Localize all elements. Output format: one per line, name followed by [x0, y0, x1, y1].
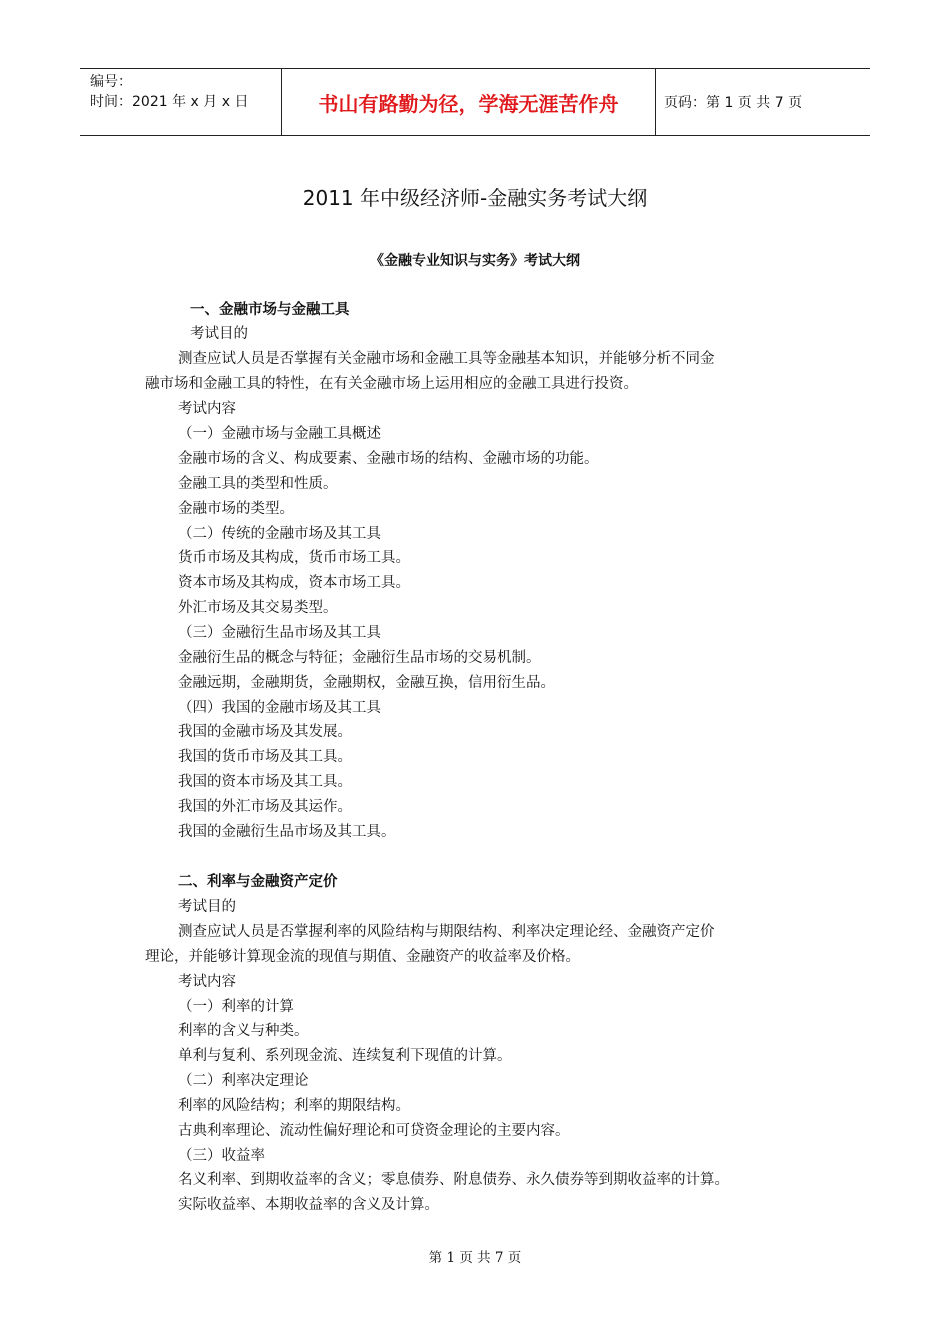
- time-label: 时间：2021 年 x 月 x 日: [90, 94, 249, 110]
- body-line: 金融市场的含义、构成要素、金融市场的结构、金融市场的功能。: [178, 451, 599, 467]
- body-line: 单利与复利、系列现金流、连续复利下现值的计算。: [178, 1048, 512, 1064]
- body-line: 融市场和金融工具的特性，在有关金融市场上运用相应的金融工具进行投资。: [145, 376, 638, 392]
- body-line: 测查应试人员是否掌握利率的风险结构与期限结构、利率决定理论经、金融资产定价: [178, 924, 715, 940]
- body-line: 实际收益率、本期收益率的含义及计算。: [178, 1197, 439, 1213]
- body-line: （三）金融衍生品市场及其工具: [178, 625, 381, 641]
- body-line: 考试目的: [190, 326, 248, 342]
- body-line: 理论，并能够计算现金流的现值与期值、金融资产的收益率及价格。: [145, 949, 580, 965]
- body-line: 测查应试人员是否掌握有关金融市场和金融工具等金融基本知识，并能够分析不同金: [178, 351, 715, 367]
- body-line: （一）金融市场与金融工具概述: [178, 426, 381, 442]
- body-line: 考试内容: [178, 401, 236, 417]
- body-line: （一）利率的计算: [178, 999, 294, 1015]
- header-table: [80, 68, 870, 136]
- body-line: 古典利率理论、流动性偏好理论和可贷资金理论的主要内容。: [178, 1123, 570, 1139]
- body-line: 名义利率、到期收益率的含义；零息债券、附息债券、永久债券等到期收益率的计算。: [178, 1172, 729, 1188]
- body-line: 金融远期，金融期货，金融期权，金融互换，信用衍生品。: [178, 675, 555, 691]
- body-line: （四）我国的金融市场及其工具: [178, 700, 381, 716]
- body-line: 货币市场及其构成，货币市场工具。: [178, 550, 410, 566]
- body-line: 我国的货币市场及其工具。: [178, 749, 352, 765]
- header-motto: 书山有路勤为径，学海无涯苦作舟: [281, 69, 656, 135]
- body-line: 我国的金融市场及其发展。: [178, 724, 352, 740]
- body-line: 资本市场及其构成，资本市场工具。: [178, 575, 410, 591]
- body-line: 我国的外汇市场及其运作。: [178, 799, 352, 815]
- body-line: （二）利率决定理论: [178, 1073, 309, 1089]
- body-line: 考试目的: [178, 899, 236, 915]
- document-subtitle: 《金融专业知识与实务》考试大纲: [370, 253, 580, 269]
- body-line: （二）传统的金融市场及其工具: [178, 526, 381, 542]
- body-line: 金融衍生品的概念与特征；金融衍生品市场的交易机制。: [178, 650, 541, 666]
- body-line: 外汇市场及其交易类型。: [178, 600, 338, 616]
- section-heading-2: 二、利率与金融资产定价: [178, 874, 338, 890]
- header-page-info: 页码：第 1 页 共 7 页: [664, 95, 803, 111]
- document-title: 2011 年中级经济师-金融实务考试大纲: [302, 186, 648, 210]
- body-line: 我国的金融衍生品市场及其工具。: [178, 824, 396, 840]
- body-line: 我国的资本市场及其工具。: [178, 774, 352, 790]
- header-meta: [80, 69, 281, 135]
- body-line: （三）收益率: [178, 1148, 265, 1164]
- section-heading-1: 一、金融市场与金融工具: [190, 302, 350, 318]
- body-line: 考试内容: [178, 974, 236, 990]
- page-footer: 第 1 页 共 7 页: [428, 1250, 522, 1266]
- body-line: 金融工具的类型和性质。: [178, 476, 338, 492]
- body-line: 利率的风险结构；利率的期限结构。: [178, 1098, 410, 1114]
- number-label: 编号：: [90, 74, 132, 90]
- body-line: 金融市场的类型。: [178, 501, 294, 517]
- body-line: 利率的含义与种类。: [178, 1023, 309, 1039]
